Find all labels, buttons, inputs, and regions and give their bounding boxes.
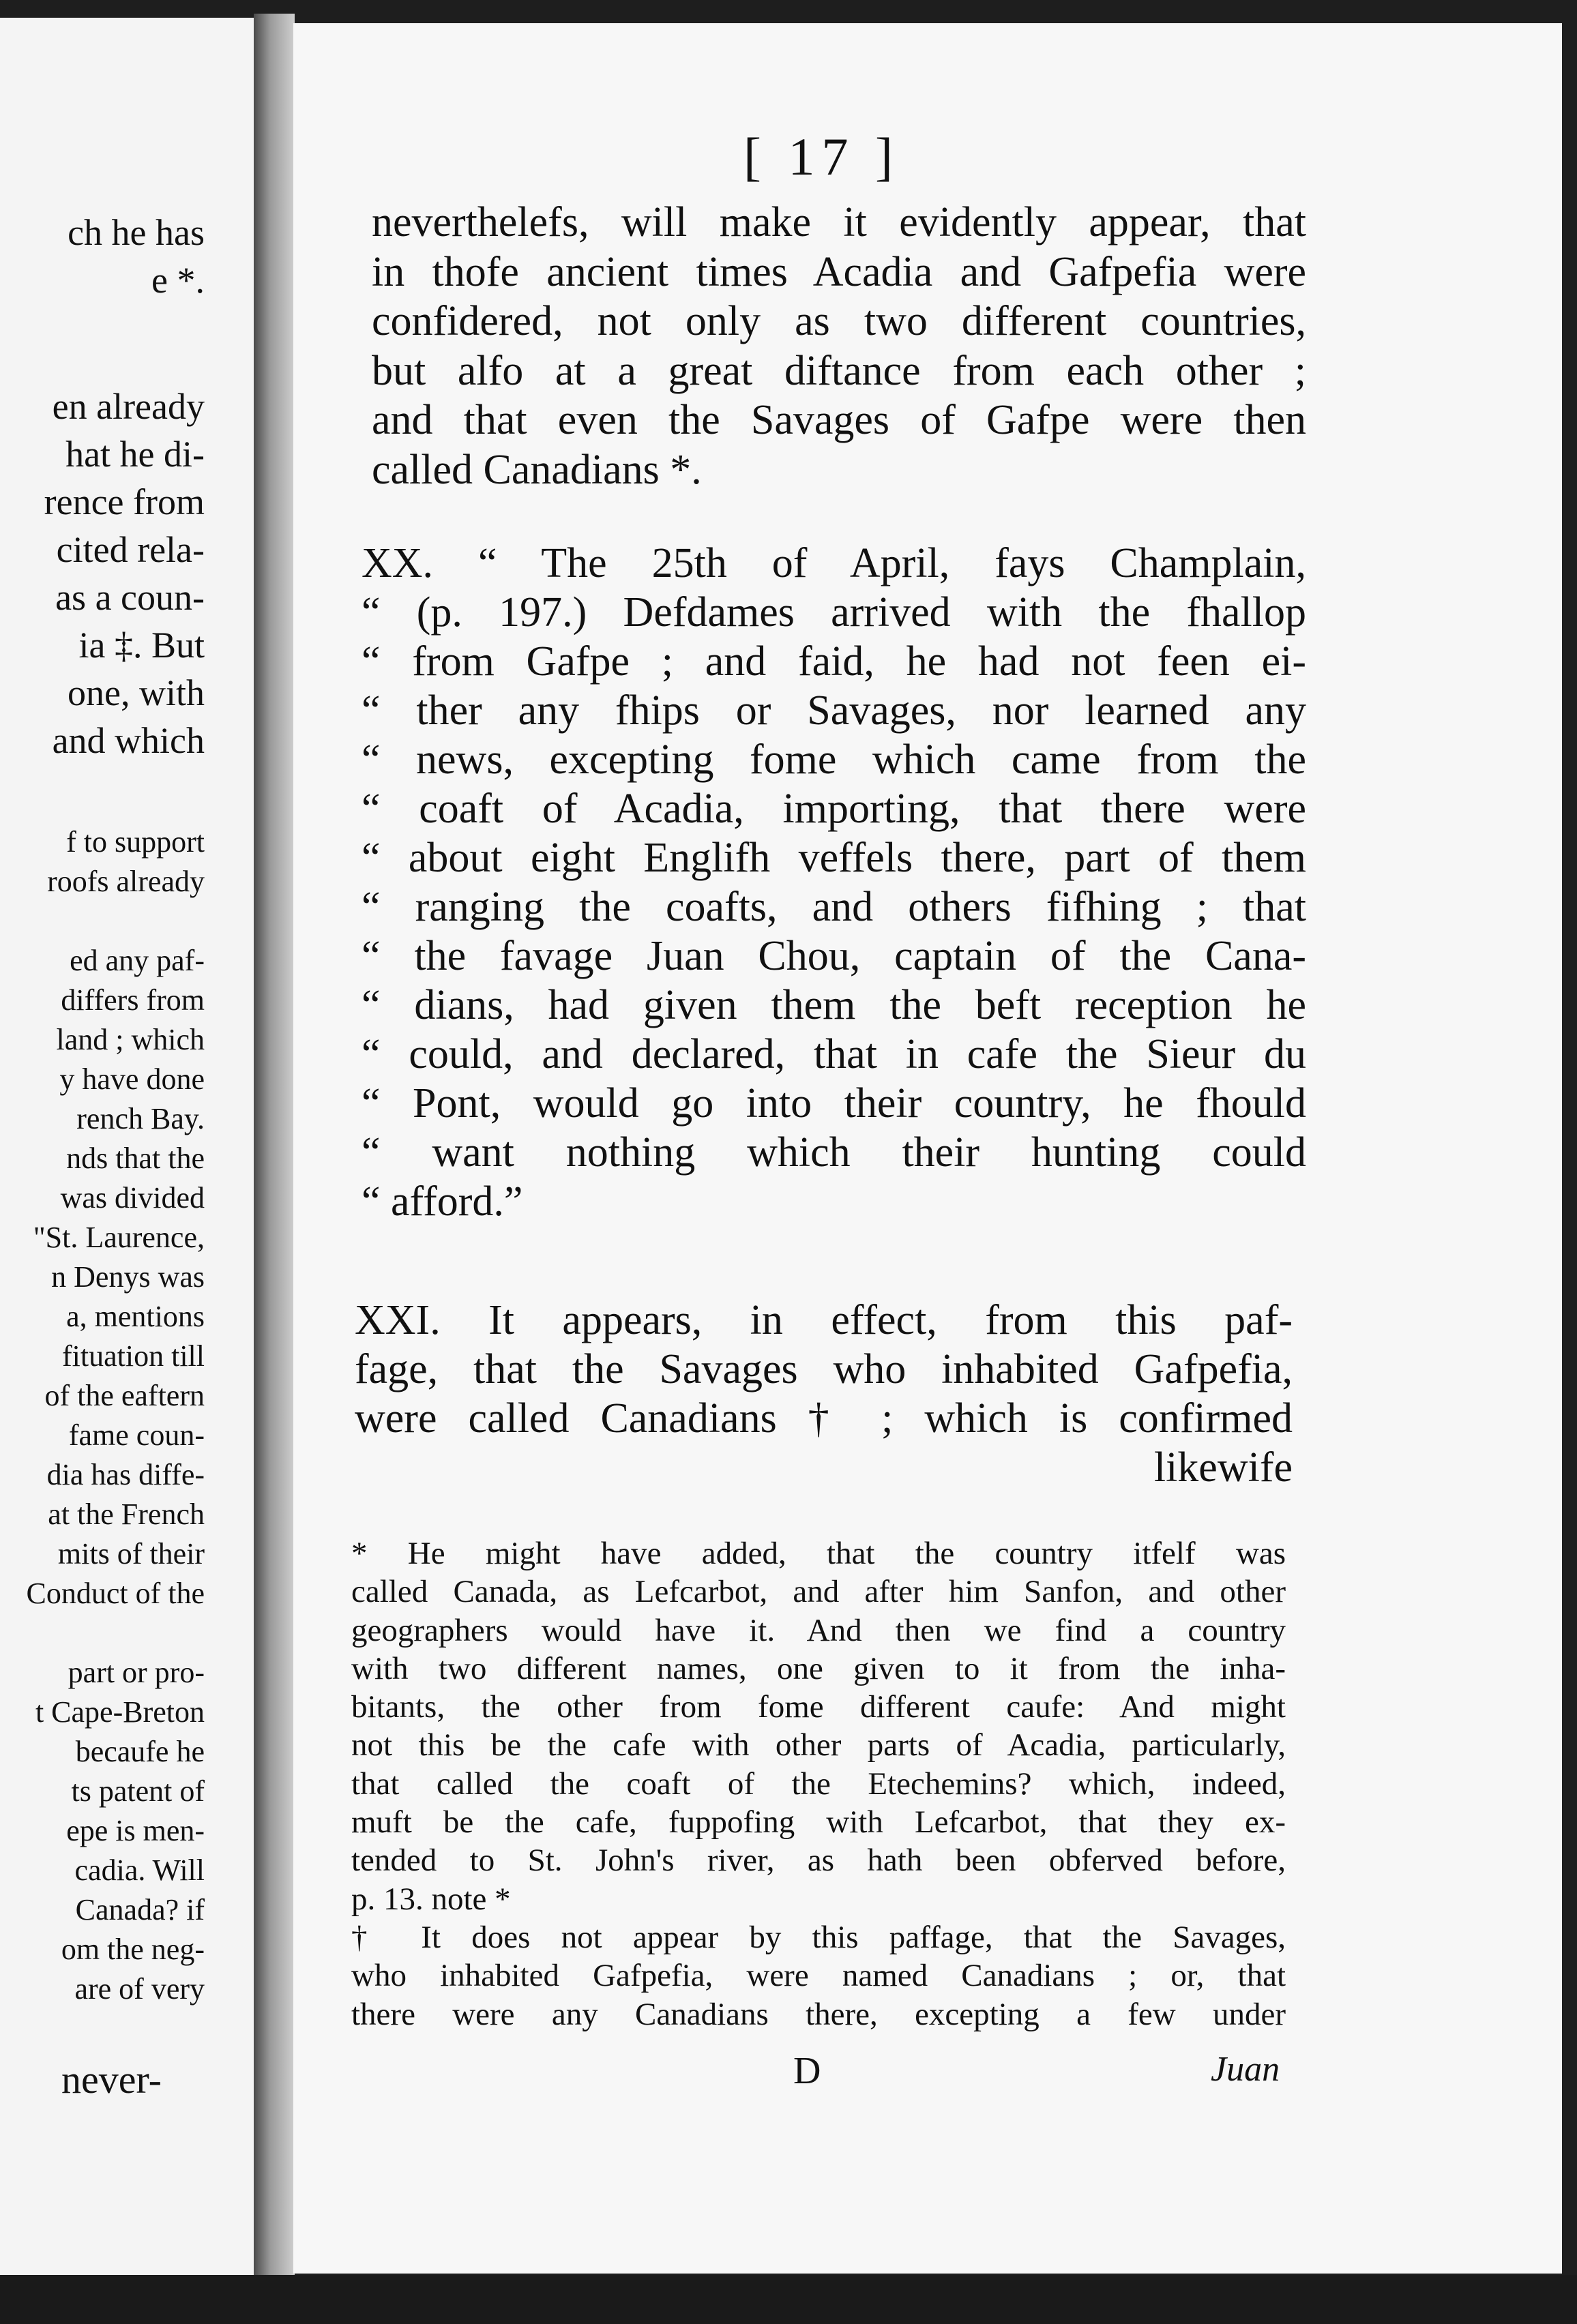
left-line: fame coun- — [68, 1418, 205, 1452]
text-line: in thofe ancient times Acadia and Gafpefia were — [372, 248, 1306, 295]
footnotes — [351, 1534, 1286, 2034]
text-line: “ (p. 197.) Defdames arrived with the fhallop — [362, 589, 1306, 636]
left-line: rench Bay. — [76, 1102, 205, 1135]
footnote-line: not this be the cafe with other parts of Acadia, particularly, — [351, 1727, 1286, 1763]
left-line: roofs already — [47, 865, 205, 898]
footnote-line: p. 13. note * — [351, 1881, 511, 1917]
left-line: mits of their — [57, 1537, 205, 1570]
text-line: “ from Gafpe ; and faid, he had not feen ei- — [362, 638, 1306, 685]
text-line: neverthelefs, will make it evidently appear, that — [372, 199, 1306, 245]
book-gutter — [254, 14, 295, 2284]
left-line: f to support — [66, 825, 205, 859]
left-line: Canada? if — [75, 1893, 205, 1926]
text-line: fage, that the Savages who inhabited Gafpefia, — [355, 1346, 1293, 1392]
text-line: and that even the Savages of Gafpe were then — [372, 397, 1306, 443]
left-line: land ; which — [56, 1023, 205, 1056]
left-page-lines-3 — [0, 822, 205, 2009]
scan-border — [0, 2275, 1577, 2324]
footnote-line: with two different names, one given to it from the inha- — [351, 1650, 1286, 1686]
text-line: “ news, excepting fome which came from the — [362, 736, 1306, 783]
footnote-line: † It does not appear by this paffage, that the Savages, — [351, 1919, 1286, 1955]
left-catchword: never- — [61, 2057, 162, 2102]
text-line: “ want nothing which their hunting could — [362, 1129, 1306, 1176]
text-line: confidered, not only as two different countries, — [372, 298, 1306, 344]
left-line: differs from — [61, 983, 205, 1017]
left-line: nds that the — [66, 1142, 205, 1175]
text-line: were called Canadians † ; which is confirmed — [355, 1395, 1293, 1442]
footnote-line: geographers would have it. And then we find a country — [351, 1612, 1286, 1648]
left-line: fituation till — [62, 1339, 205, 1373]
text-line: but alfo at a great diftance from each other ; — [372, 347, 1306, 394]
paragraph-top — [372, 198, 1306, 494]
left-line: one, with — [68, 672, 205, 713]
text-line: “ the favage Juan Chou, captain of the Cana- — [362, 933, 1306, 979]
left-line: and which — [52, 720, 205, 761]
footnote-line: bitants, the other from fome different caufe: And might — [351, 1689, 1286, 1725]
left-line — [0, 1613, 205, 1653]
left-line: of the eaftern — [44, 1379, 205, 1412]
left-page-lines-1 — [0, 209, 205, 304]
text-line: “ dians, had given them the beft reception he — [362, 982, 1306, 1028]
text-line: “ ther any fhips or Savages, nor learned any — [362, 687, 1306, 734]
left-line: was divided — [60, 1181, 205, 1215]
left-line: y have done — [59, 1062, 205, 1096]
left-line: t Cape-Breton — [35, 1695, 205, 1729]
text-line: XXI. It appears, in effect, from this paf- — [355, 1297, 1293, 1343]
left-line: ia ‡. But — [78, 625, 205, 666]
left-line: becaufe he — [75, 1735, 205, 1768]
left-line — [0, 902, 205, 941]
text-line: “ could, and declared, that in cafe the Sieur du — [362, 1031, 1306, 1077]
catchword: Juan — [1211, 2050, 1280, 2089]
left-line: om the neg- — [61, 1933, 205, 1966]
left-line: cited rela- — [56, 529, 205, 570]
text-line: likewife — [1153, 1444, 1293, 1491]
footnote-line: called Canada, as Lefcarbot, and after him Sanfon, and other — [351, 1574, 1286, 1610]
left-line: a, mentions — [66, 1300, 205, 1333]
left-line: at the French — [48, 1498, 205, 1531]
left-line: hat he di- — [65, 434, 205, 475]
left-line: ch he has — [68, 212, 205, 253]
text-line: “ afford.” — [362, 1178, 523, 1225]
paragraph-xx — [362, 539, 1306, 1226]
signature-mark: D — [793, 2050, 821, 2092]
text-line: “ Pont, would go into their country, he fhould — [362, 1080, 1306, 1127]
footnote-line: muft be the cafe, fuppofing with Lefcarbot, that they ex- — [351, 1804, 1286, 1841]
footnote-line: there were any Canadians there, excepting a few under — [351, 1996, 1286, 2032]
left-line: n Denys was — [51, 1260, 205, 1294]
paragraph-xxi — [355, 1296, 1293, 1492]
page-number: [ 17 ] — [743, 127, 900, 186]
text-line: XX. “ The 25th of April, fays Champlain, — [362, 540, 1306, 586]
text-line: “ ranging the coafts, and others fifhing ; that — [362, 884, 1306, 930]
left-line: dia has diffe- — [46, 1458, 205, 1491]
left-line: Conduct of the — [26, 1577, 205, 1610]
left-line: as a coun- — [55, 577, 205, 618]
left-line: part or pro- — [68, 1656, 205, 1689]
text-line: “ coaft of Acadia, importing, that there were — [362, 786, 1306, 832]
left-page — [0, 18, 254, 2275]
left-line: ed any paf- — [70, 944, 205, 977]
footnote-line: tended to St. John's river, as hath been obferved before, — [351, 1843, 1286, 1879]
left-line: ts patent of — [71, 1774, 205, 1808]
footnote-line: * He might have added, that the country itfelf was — [351, 1536, 1286, 1571]
text-line: called Canadians *. — [372, 446, 702, 493]
left-line: cadia. Will — [74, 1853, 205, 1887]
left-line: epe is men- — [66, 1814, 205, 1847]
left-line: are of very — [74, 1972, 205, 2006]
text-line: “ about eight Englifh veffels there, part of them — [362, 835, 1306, 881]
left-line: rence from — [44, 481, 205, 522]
left-line: "St. Laurence, — [33, 1221, 205, 1254]
left-line: e *. — [151, 260, 205, 301]
left-line: en already — [52, 386, 205, 427]
left-page-lines-2 — [0, 383, 205, 764]
footnote-line: that called the coaft of the Etechemins? which, indeed, — [351, 1766, 1286, 1802]
footnote-line: who inhabited Gafpefia, were named Canadians ; or, that — [351, 1958, 1286, 1994]
